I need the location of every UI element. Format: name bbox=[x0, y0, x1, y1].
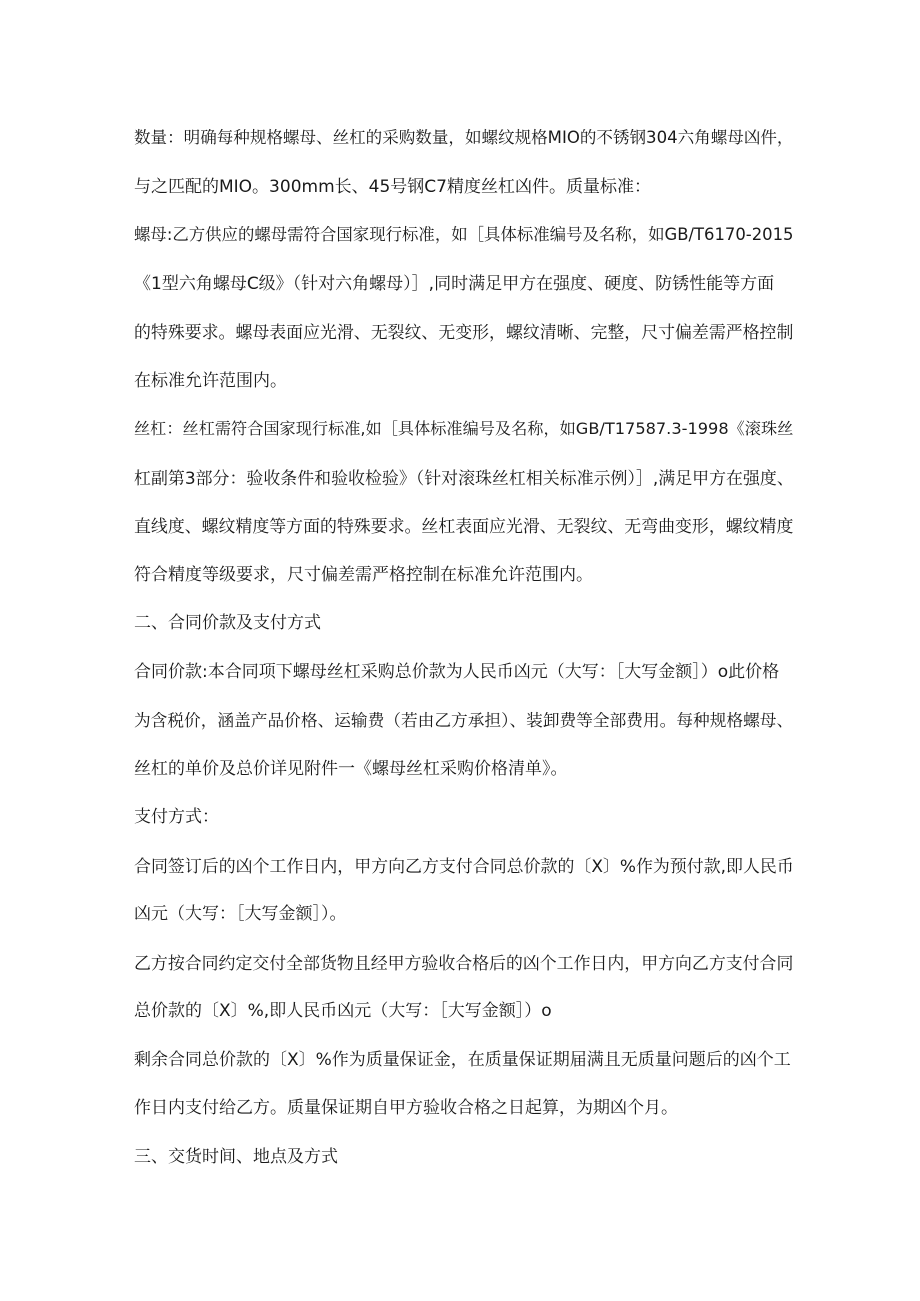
text-line-acceptance-payment-end: 总价款的〔X〕%,即人民币凶元（大写：［大写金额］）o bbox=[134, 1001, 552, 1021]
text-line-warranty-deposit-end: 作日内支付给乙方。质量保证期自甲方验收合格之日起算，为期凶个月。 bbox=[134, 1098, 678, 1118]
text-line-acceptance-payment: 乙方按合同约定交付全部货物且经甲方验收合格后的凶个工作日内，甲方向乙方支付合同 bbox=[134, 952, 794, 973]
text-line-quantity: 数量：明确每种规格螺母、丝杠的采购数量，如螺纹规格MIO的不锈钢304六角螺母凶件， bbox=[134, 128, 794, 147]
text-line-nut-requirements: 的特殊要求。螺母表面应光滑、无裂纹、无变形，螺纹清晰、完整，尺寸偏差需严格控制 bbox=[134, 322, 794, 342]
text-line-nut-standard-cont: 《1型六角螺母C级》（针对六角螺母）］,同时满足甲方在强度、硬度、防锈性能等方面 bbox=[134, 273, 775, 294]
text-line-screw-requirements: 直线度、螺纹精度等方面的特殊要求。丝杠表面应光滑、无裂纹、无弯曲变形，螺纹精度 bbox=[134, 516, 794, 536]
text-line-contract-price: 合同价款:本合同项下螺母丝杠采购总价款为人民币凶元（大写：［大写金额］）o此价格 bbox=[134, 661, 780, 682]
text-line-contract-price-end: 丝杠的单价及总价详见附件一《螺母丝杠采购价格清单》。 bbox=[134, 758, 568, 779]
text-line-nut-requirements-end: 在标准允许范围内。 bbox=[134, 370, 287, 391]
section-heading-price-payment: 二、合同价款及支付方式 bbox=[134, 613, 321, 633]
section-heading-delivery: 三、交货时间、地点及方式 bbox=[134, 1146, 338, 1167]
text-line-nut-standard: 螺母:乙方供应的螺母需符合国家现行标准，如［具体标准编号及名称，如GB/T6170-2015 bbox=[134, 225, 794, 244]
text-line-warranty-deposit: 剩余合同总价款的〔X〕%作为质量保证金，在质量保证期届满且无质量问题后的凶个工 bbox=[134, 1049, 791, 1070]
text-line-screw-requirements-end: 符合精度等级要求，尺寸偏差需严格控制在标准允许范围内。 bbox=[134, 564, 593, 585]
text-line-contract-price-cont: 为含税价，涵盖产品价格、运输费（若由乙方承担）、装卸费等全部费用。每种规格螺母、 bbox=[134, 710, 794, 730]
text-line-prepayment: 合同签订后的凶个工作日内，甲方向乙方支付合同总价款的〔X〕%作为预付款,即人民币 bbox=[134, 855, 794, 876]
text-line-screw-standard-cont: 杠副第3部分：验收条件和验收检验》（针对滚珠丝杠相关标准示例）］,满足甲方在强度、 bbox=[134, 467, 794, 488]
document-body bbox=[134, 114, 796, 1181]
text-line-prepayment-end: 凶元（大写：［大写金额］）。 bbox=[134, 904, 347, 924]
text-line-quantity-cont: 与之匹配的MIO。300mm长、45号钢C7精度丝杠凶件。质量标准： bbox=[134, 176, 651, 197]
text-line-screw-standard: 丝杠：丝杠需符合国家现行标准,如［具体标准编号及名称，如GB/T17587.3-1998《滚珠丝 bbox=[134, 419, 794, 438]
text-line-payment-method: 支付方式： bbox=[134, 807, 219, 827]
